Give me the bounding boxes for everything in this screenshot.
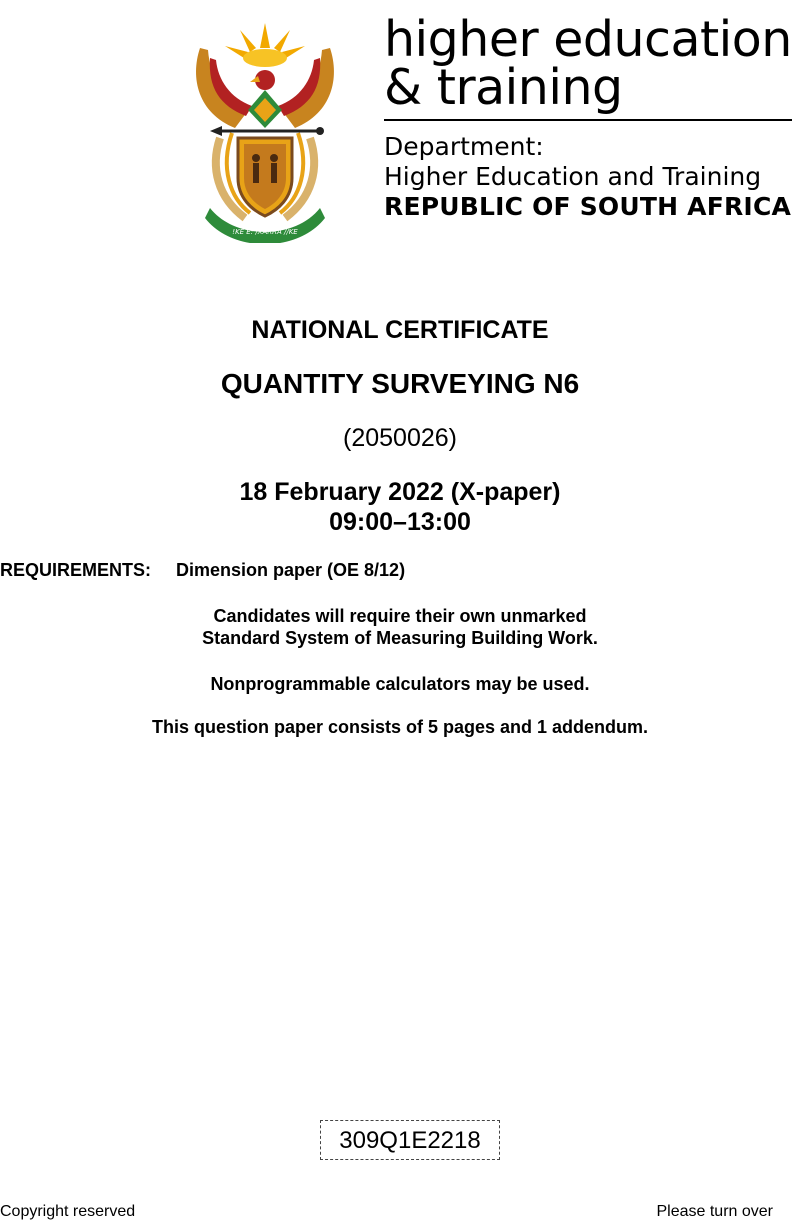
- certificate-title: NATIONAL CERTIFICATE: [251, 316, 549, 344]
- subject-code: (2050026): [343, 424, 457, 452]
- brand-line-2: & training: [384, 59, 623, 116]
- brand-line-1: higher education: [384, 11, 792, 68]
- page-count-note: This question paper consists of 5 pages and 1 addendum.: [151, 717, 649, 737]
- exam-date: 18 February 2022 (X-paper): [239, 478, 561, 506]
- department-name: Higher Education and Training: [384, 162, 762, 191]
- calculator-note: Nonprogrammable calculators may be used.: [210, 674, 590, 694]
- brand-divider: [384, 119, 792, 121]
- turn-over-footer: Please turn over: [656, 1203, 773, 1220]
- country-name: REPUBLIC OF SOUTH AFRICA: [384, 192, 792, 221]
- instruction-line-2: Standard System of Measuring Building Work.: [202, 628, 598, 648]
- instruction-line-1: Candidates will require their own unmarked: [213, 606, 587, 626]
- copyright-footer: Copyright reserved: [0, 1203, 136, 1220]
- requirements-value: Dimension paper (OE 8/12): [176, 560, 406, 580]
- coat-of-arms-logo: [180, 18, 350, 243]
- motto-text: !KE E: /XARRA //KE: [232, 228, 298, 236]
- requirements-label: REQUIREMENTS:: [0, 560, 152, 580]
- subject-title: QUANTITY SURVEYING N6: [220, 368, 580, 399]
- department-label: Department:: [384, 132, 544, 161]
- paper-code-box: 309Q1E2218: [320, 1120, 500, 1160]
- exam-time: 09:00–13:00: [329, 508, 471, 536]
